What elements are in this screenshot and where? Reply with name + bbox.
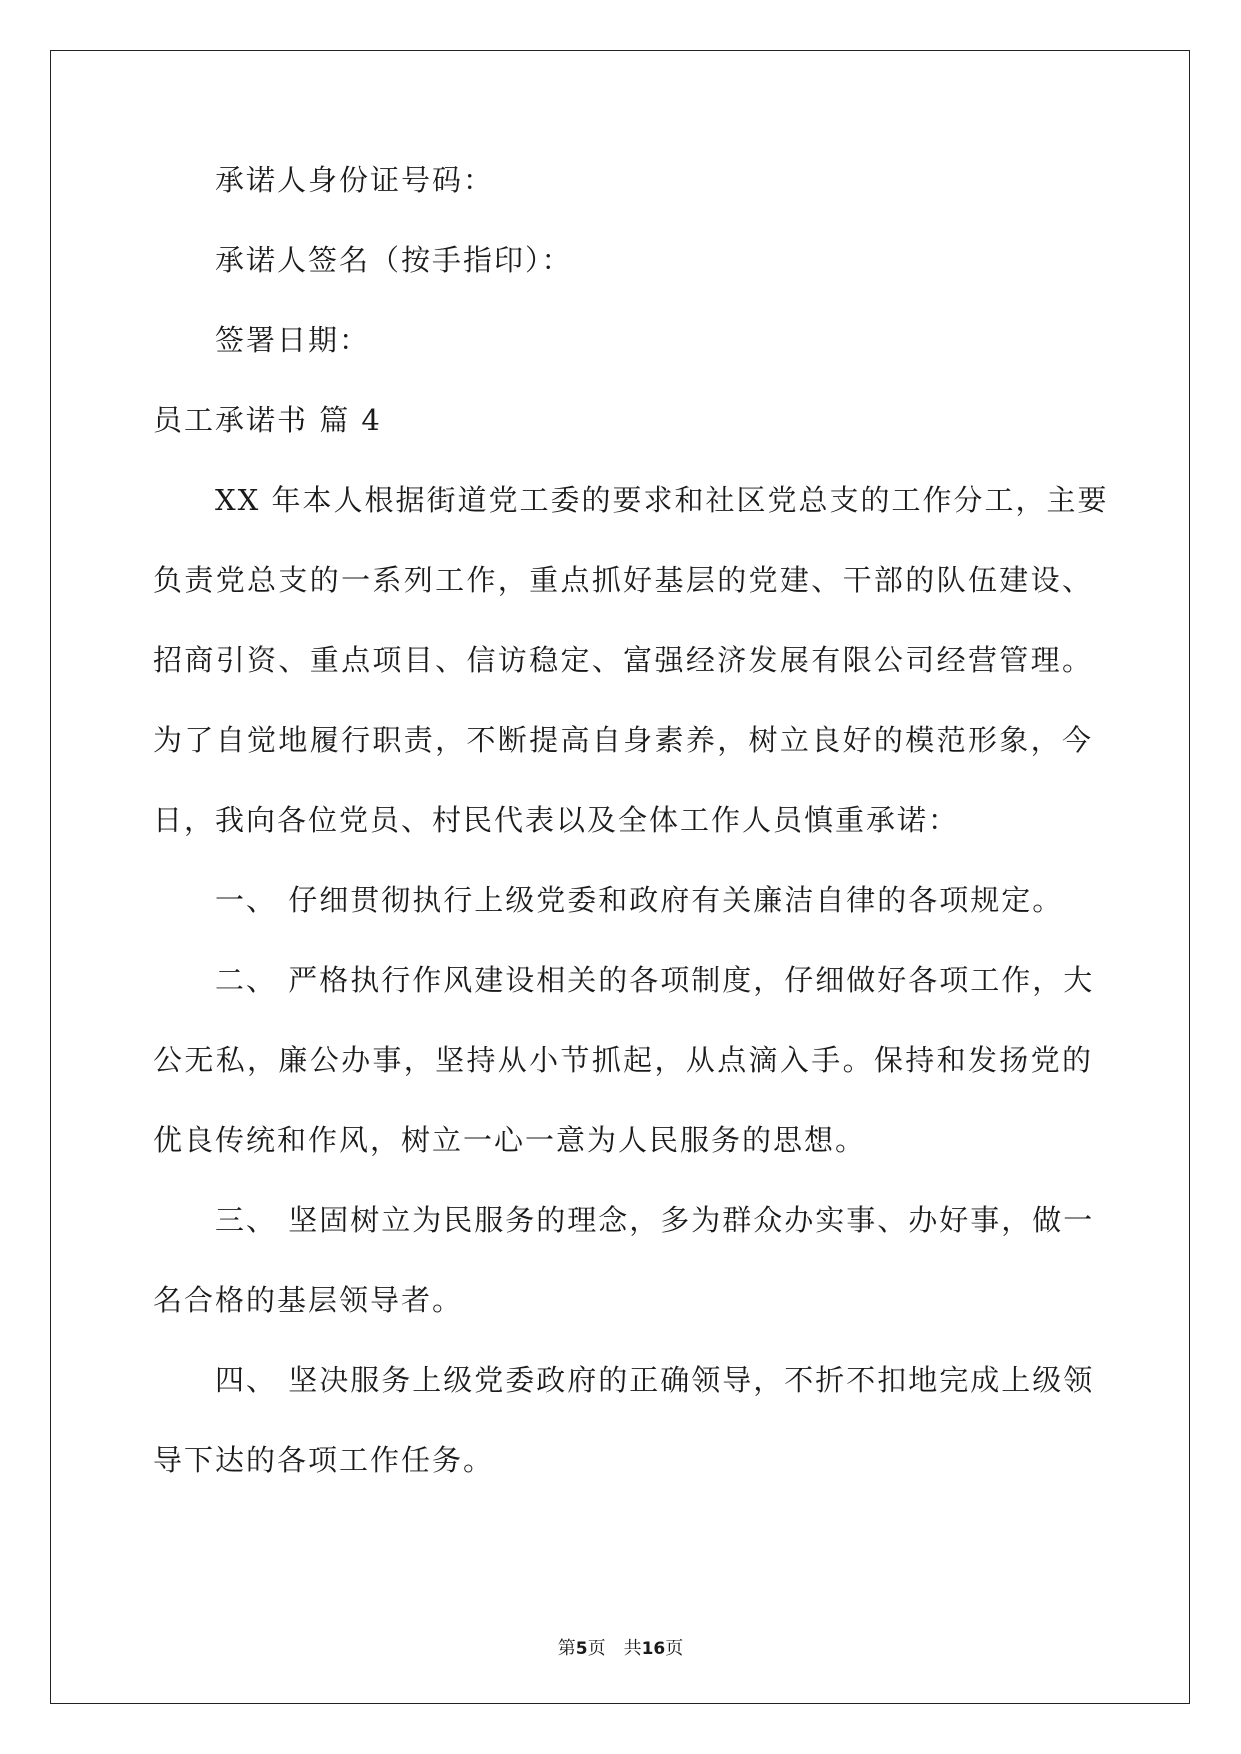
commitment-item-1: 一、 仔细贯彻执行上级党委和政府有关廉洁自律的各项规定。 — [215, 883, 1064, 917]
paragraph-line: 负责党总支的一系列工作，重点抓好基层的党建、干部的队伍建设、 — [153, 563, 1093, 597]
commitment-item-3-cont: 名合格的基层领导者。 — [153, 1283, 464, 1317]
page-footer — [0, 1634, 1241, 1660]
id-number-line: 承诺人身份证号码： — [215, 163, 495, 197]
commitment-item-2: 二、 严格执行作风建设相关的各项制度，仔细做好各项工作，大 — [215, 963, 1095, 997]
paragraph-line: XX 年本人根据街道党工委的要求和社区党总支的工作分工，主要 — [215, 483, 1109, 517]
paragraph-line: 招商引资、重点项目、信访稳定、富强经济发展有限公司经营管理。 — [153, 643, 1093, 677]
commitment-item-2-cont: 优良传统和作风，树立一心一意为人民服务的思想。 — [153, 1123, 867, 1157]
paragraph-line: 为了自觉地履行职责，不断提高自身素养，树立良好的模范形象，今 — [153, 723, 1093, 757]
commitment-item-4: 四、 坚决服务上级党委政府的正确领导，不折不扣地完成上级领 — [215, 1363, 1095, 1397]
commitment-item-2-cont: 公无私，廉公办事，坚持从小节抓起，从点滴入手。保持和发扬党的 — [153, 1043, 1093, 1077]
paragraph-line: 日，我向各位党员、村民代表以及全体工作人员慎重承诺： — [153, 803, 960, 837]
document-body — [153, 160, 1109, 1520]
commitment-item-3: 三、 坚固树立为民服务的理念，多为群众办实事、办好事，做一 — [215, 1203, 1095, 1237]
page-total: 16 — [641, 1639, 666, 1659]
section-heading: 员工承诺书 篇 4 — [153, 403, 382, 437]
signature-line: 承诺人签名（按手指印）： — [215, 243, 573, 277]
date-line: 签署日期： — [215, 323, 371, 357]
page-current: 5 — [575, 1639, 588, 1659]
commitment-item-4-cont: 导下达的各项工作任务。 — [153, 1443, 495, 1477]
page-prefix: 第 — [557, 1638, 576, 1659]
page-mid: 页 共 — [587, 1638, 642, 1659]
page-suffix: 页 — [665, 1638, 684, 1659]
